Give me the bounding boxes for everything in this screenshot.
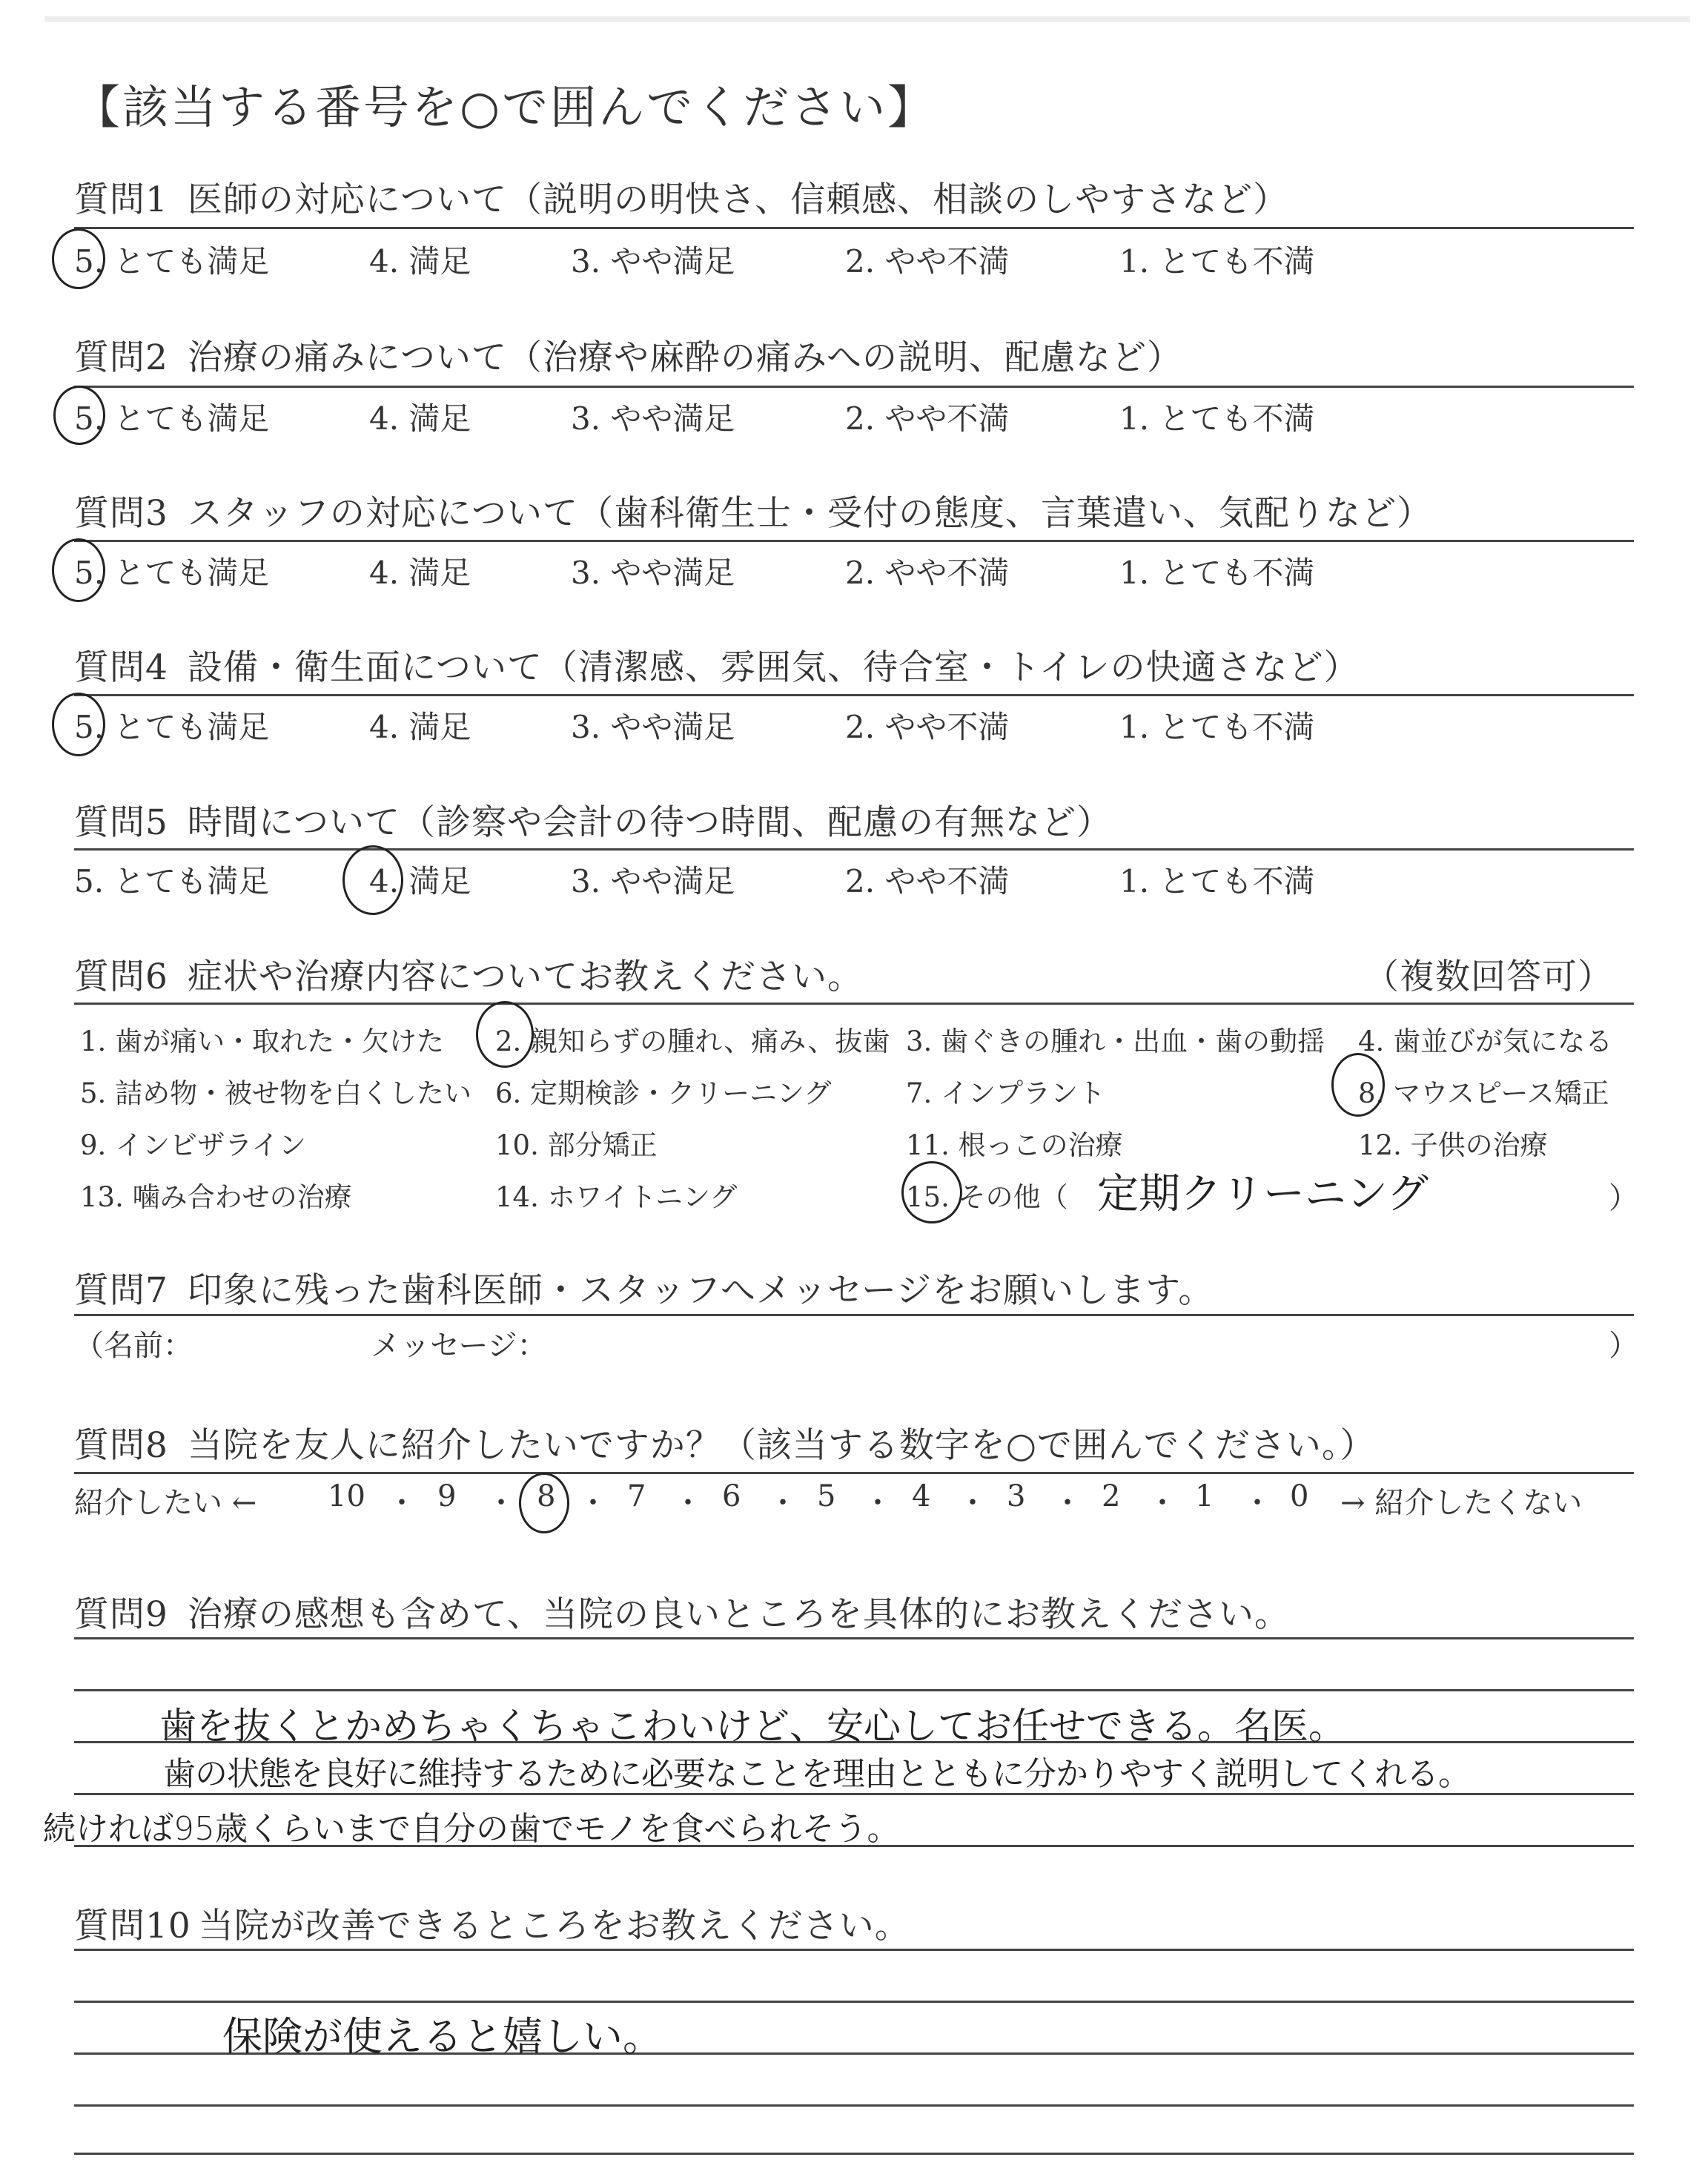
question-6-title [74, 949, 863, 999]
question-7-number: 質問7 [74, 1270, 168, 1311]
q9-answer-line [74, 1689, 1634, 1691]
q4-selection-circle [52, 693, 105, 756]
question-2-text: 治療の痛みについて（治療や麻酔の痛みへの説明、配慮など） [187, 337, 1183, 378]
q1-option-2[interactable]: 2. やや不満 [845, 243, 1010, 280]
q8-score-10[interactable]: 10 [328, 1479, 365, 1513]
q5-option-4[interactable]: 4. 満足 [369, 863, 471, 899]
q7-name-label: （名前： [74, 1329, 193, 1363]
question-9-title [74, 1587, 1290, 1636]
q6-item-5[interactable]: 5. 詰め物・被せ物を白くしたい [80, 1077, 472, 1109]
q10-handwritten[interactable]: 保険が使えると嬉しい。 [222, 2013, 663, 2060]
question-3-title [74, 486, 1432, 535]
question-8-rule [74, 1472, 1634, 1474]
q6-item-6[interactable]: 6. 定期検診・クリーニング [495, 1077, 832, 1109]
question-8-title [74, 1418, 1375, 1467]
question-6-rule [74, 1003, 1634, 1005]
q8-dot: ・ [1242, 1486, 1272, 1520]
q8-score-3[interactable]: 3 [1007, 1479, 1026, 1513]
q3-option-3[interactable]: 3. やや満足 [571, 555, 735, 591]
q6-item-11[interactable]: 11. 根っこの治療 [906, 1129, 1123, 1161]
q2-option-2[interactable]: 2. やや不満 [845, 400, 1010, 437]
q8-dot: ・ [578, 1486, 608, 1520]
q8-dot: ・ [387, 1486, 417, 1520]
q8-dot: ・ [768, 1486, 798, 1520]
question-7-title [74, 1263, 1214, 1312]
question-3-number: 質問3 [74, 493, 168, 534]
question-2-title [74, 330, 1182, 380]
question-10-number: 質問10 [74, 1906, 191, 1946]
q8-score-6[interactable]: 6 [722, 1479, 741, 1513]
q6-item-2[interactable]: 2. 親知らずの腫れ、痛み、抜歯 [495, 1025, 890, 1057]
q6-item-4[interactable]: 4. 歯並びが気になる [1358, 1025, 1613, 1057]
q3-option-5[interactable]: 5. とても満足 [74, 555, 270, 591]
q6-other-handwritten[interactable]: 定期クリーニング [1097, 1170, 1429, 1218]
question-10-text: 当院が改善できるところをお教えください。 [198, 1906, 910, 1946]
q6-other-close: ） [1609, 1181, 1638, 1215]
q10-answer-line [74, 1949, 1634, 1951]
q9-handwritten-line-2[interactable]: 歯の状態を良好に維持するために必要なことを理由とともに分かりやすく説明してくれる。 [163, 1755, 1470, 1793]
q4-option-4[interactable]: 4. 満足 [369, 709, 471, 745]
q2-option-4[interactable]: 4. 満足 [369, 400, 471, 437]
question-1-number: 質問1 [74, 179, 168, 220]
q8-score-1[interactable]: 1 [1195, 1479, 1214, 1513]
q6-selection-circle-15 [901, 1161, 962, 1223]
q5-option-3[interactable]: 3. やや満足 [571, 863, 735, 899]
q8-right-label: → 紹介したくない [1340, 1486, 1583, 1520]
q8-dot: ・ [958, 1486, 987, 1520]
q10-answer-line [74, 2001, 1634, 2003]
q8-score-8[interactable]: 8 [537, 1479, 556, 1513]
question-1-text: 医師の対応について（説明の明快さ、信頼感、相談のしやすさなど） [187, 179, 1289, 220]
q8-dot: ・ [1053, 1486, 1082, 1520]
q3-option-1[interactable]: 1. とても不満 [1119, 555, 1315, 591]
question-8-number: 質問8 [74, 1425, 168, 1466]
q2-option-3[interactable]: 3. やや満足 [571, 400, 735, 437]
q1-selection-circle [52, 228, 105, 289]
q8-dot: ・ [486, 1486, 516, 1520]
q6-item-1[interactable]: 1. 歯が痛い・取れた・欠けた [80, 1025, 445, 1057]
scan-edge [44, 16, 1690, 22]
q8-left-label: 紹介したい ← [74, 1486, 257, 1520]
q6-item-14[interactable]: 14. ホワイトニング [495, 1181, 738, 1213]
q6-item-8[interactable]: 8. マウスピース矯正 [1358, 1077, 1609, 1109]
question-4-number: 質問4 [74, 647, 168, 688]
question-2-rule [74, 386, 1634, 388]
question-9-text: 治療の感想も含めて、当院の良いところを具体的にお教えください。 [187, 1594, 1290, 1635]
q8-dot: ・ [863, 1486, 893, 1520]
q1-option-3[interactable]: 3. やや満足 [571, 243, 735, 280]
q6-item-15[interactable]: 15. その他（ [906, 1181, 1068, 1213]
q6-item-9[interactable]: 9. インビザライン [80, 1129, 306, 1161]
question-8-text: 当院を友人に紹介したいですか？（該当する数字を○で囲んでください。） [187, 1425, 1376, 1466]
q3-option-2[interactable]: 2. やや不満 [845, 555, 1010, 591]
q6-item-10[interactable]: 10. 部分矯正 [495, 1129, 658, 1161]
question-3-rule [74, 540, 1634, 542]
question-9-number: 質問9 [74, 1594, 168, 1635]
q2-option-1[interactable]: 1. とても不満 [1119, 400, 1315, 437]
question-1-title [74, 172, 1288, 222]
question-5-number: 質問5 [74, 802, 168, 843]
q3-option-4[interactable]: 4. 満足 [369, 555, 471, 591]
question-6-note: （複数回答可） [1364, 957, 1613, 997]
q4-option-2[interactable]: 2. やや不満 [845, 709, 1010, 745]
q8-score-0[interactable]: 0 [1290, 1479, 1309, 1513]
question-3-text: スタッフの対応について（歯科衛生士・受付の態度、言葉遣い、気配りなど） [187, 493, 1432, 534]
q8-score-7[interactable]: 7 [627, 1479, 646, 1513]
q3-selection-circle [52, 538, 105, 602]
question-1-rule [74, 227, 1634, 229]
question-5-rule [74, 848, 1634, 851]
q10-answer-line [74, 2104, 1634, 2107]
q6-item-3[interactable]: 3. 歯ぐきの腫れ・出血・歯の動揺 [906, 1025, 1325, 1057]
q6-item-13[interactable]: 13. 噛み合わせの治療 [80, 1181, 352, 1213]
question-5-title [74, 795, 1112, 845]
question-4-title [74, 640, 1360, 690]
q6-item-7[interactable]: 7. インプラント [906, 1077, 1106, 1109]
q4-option-3[interactable]: 3. やや満足 [571, 709, 735, 745]
form-heading: 【該当する番号を○で囲んでください】 [74, 80, 936, 134]
q5-selection-circle [342, 845, 403, 915]
q8-score-5[interactable]: 5 [817, 1479, 836, 1513]
question-5-text: 時間について（診察や会計の待つ時間、配慮の有無など） [187, 802, 1112, 843]
question-7-text: 印象に残った歯科医師・スタッフへメッセージをお願いします。 [187, 1270, 1214, 1311]
q7-close: ） [1609, 1329, 1638, 1363]
q5-option-2[interactable]: 2. やや不満 [845, 863, 1010, 899]
question-10-title [74, 1898, 910, 1948]
question-2-number: 質問2 [74, 337, 168, 378]
q6-selection-circle-8 [1331, 1053, 1385, 1117]
q4-option-1[interactable]: 1. とても不満 [1119, 709, 1315, 745]
question-4-text: 設備・衛生面について（清潔感、雰囲気、待合室・トイレの快適さなど） [187, 647, 1360, 688]
q8-score-4[interactable]: 4 [912, 1479, 931, 1513]
q4-option-5[interactable]: 5. とても満足 [74, 709, 270, 745]
q8-dot: ・ [1148, 1486, 1177, 1520]
q2-option-5[interactable]: 5. とても満足 [74, 400, 270, 437]
q8-score-2[interactable]: 2 [1102, 1479, 1121, 1513]
q9-handwritten-line-1[interactable]: 歯を抜くとかめちゃくちゃこわいけど、安心してお任せできる。名医。 [159, 1705, 1345, 1748]
q2-selection-circle [53, 386, 105, 445]
q8-selection-circle [519, 1473, 569, 1533]
q1-option-1[interactable]: 1. とても不満 [1119, 243, 1315, 280]
q1-option-5[interactable]: 5. とても満足 [74, 243, 270, 280]
q9-answer-line [74, 1637, 1634, 1639]
question-6-text: 症状や治療内容についてお教えください。 [187, 957, 863, 997]
q9-handwritten-line-3[interactable]: 続ければ95歳くらいまで自分の歯でモノを食べられそう。 [43, 1810, 900, 1848]
question-6-number: 質問6 [74, 957, 168, 997]
question-4-rule [74, 694, 1634, 696]
q6-item-12[interactable]: 12. 子供の治療 [1358, 1129, 1548, 1161]
question-7-rule [74, 1314, 1634, 1316]
q10-answer-line [74, 2153, 1634, 2155]
q5-option-5[interactable]: 5. とても満足 [74, 863, 270, 899]
q7-message-label: メッセージ： [371, 1329, 547, 1363]
q8-dot: ・ [673, 1486, 703, 1520]
q8-score-9[interactable]: 9 [437, 1479, 457, 1513]
q5-option-1[interactable]: 1. とても不満 [1119, 863, 1315, 899]
q1-option-4[interactable]: 4. 満足 [369, 243, 471, 280]
q6-selection-circle-2 [476, 1001, 534, 1068]
